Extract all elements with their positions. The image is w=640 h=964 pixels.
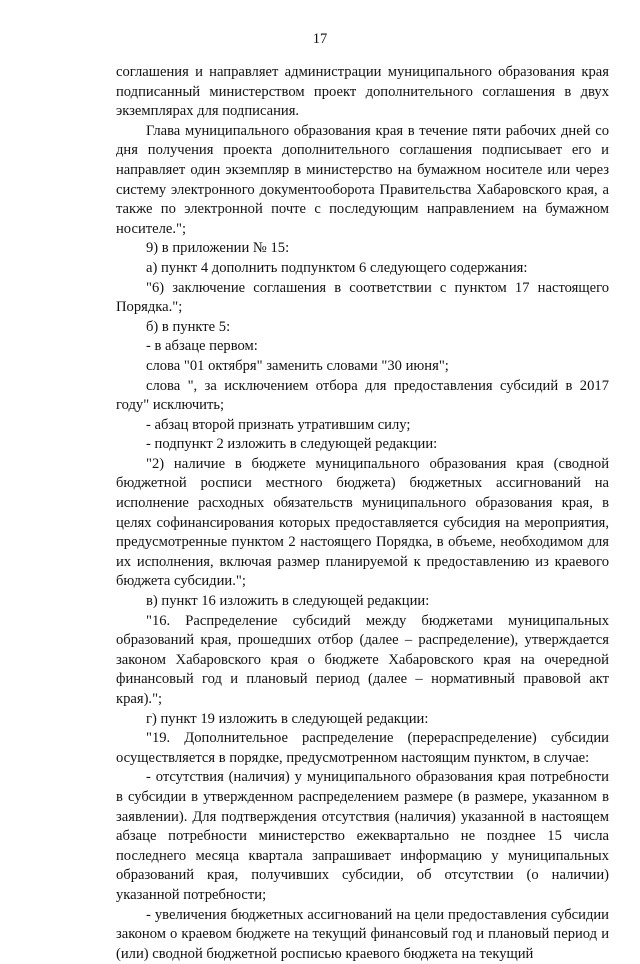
paragraph: - абзац второй признать утратившим силу; — [146, 416, 411, 433]
paragraph: б) в пункте 5: — [146, 318, 231, 335]
paragraph: слова ", за исключением отбора для предоставления субсидий в 2017 году" исключить; — [116, 377, 609, 414]
paragraph: г) пункт 19 изложить в следующей редакции: — [146, 710, 429, 727]
paragraph: "2) наличие в бюджете муниципального образования края (сводной бюджетной росписи местного бюджета) бюджетных ассигнований на исполнение расходных обязательств муниципального образования края, в целях софинансирования которых предоставляется субсидия на мероприятия, предусмотренные пунктом 2 настоящего Порядка, в объеме, необходимом для их исполнения, включая размер планируемой к предоставлению из краевого бюджета субсидии."; — [116, 455, 609, 590]
paragraph: в) пункт 16 изложить в следующей редакции: — [146, 593, 430, 610]
paragraph: слова "01 октября" заменить словами "30 июня"; — [146, 357, 449, 374]
paragraph: - отсутствия (наличия) у муниципального образования края потребности в субсидии в утвержденном распределением размере (в размере, указанном в заявлении). Для подтверждения отсутствия (наличия) указанной в настоящем абзаце потребности министерство ежеквартально не позднее 15 числа последнего месяца квартала запрашивает информацию у муниципальных образований края, получивших субсидии, об отсутствии (о наличии) указанной потребности; — [116, 769, 609, 903]
paragraph: - увеличения бюджетных ассигнований на цели предоставления субсидии законом о краевом бюджете на текущий финансовый год и плановый период и (или) сводной бюджетной росписью краевого бюджета на текущий — [116, 906, 609, 962]
paragraph: 9) в приложении № 15: — [146, 240, 290, 257]
paragraph: а) пункт 4 дополнить подпунктом 6 следующего содержания: — [146, 259, 528, 276]
paragraph: Глава муниципального образования края в течение пяти рабочих дней со дня получения проекта дополнительного соглашения подписывает его и направляет один экземпляр в министерство на бумажном носителе или через систему электронного документооборота Правительства Хабаровского края, а также по электронной почте с последующим направлением на бумажном носителе."; — [116, 122, 609, 237]
paragraph: "6) заключение соглашения в соответствии с пунктом 17 настоящего Порядка."; — [116, 279, 609, 316]
paragraph: "16. Распределение субсидий между бюджетами муниципальных образований края, прошедших отбор (далее – распределение), утверждается законом Хабаровского края о бюджете Хабаровского края на очередной финансовый год и плановый период (далее – нормативный правовой акт края)."; — [116, 612, 609, 707]
paragraph: - подпункт 2 изложить в следующей редакции: — [146, 436, 438, 453]
paragraph: соглашения и направляет администрации муниципального образования края подписанный министерством проект дополнительного соглашения в двух экземплярах для подписания. — [116, 64, 609, 120]
paragraph: "19. Дополнительное распределение (перераспределение) субсидии осуществляется в порядке, предусмотренном настоящим пунктом, в случае: — [116, 730, 609, 766]
page-number: 17 — [312, 31, 328, 47]
document-body — [116, 63, 609, 964]
paragraph: - в абзаце первом: — [146, 338, 258, 355]
